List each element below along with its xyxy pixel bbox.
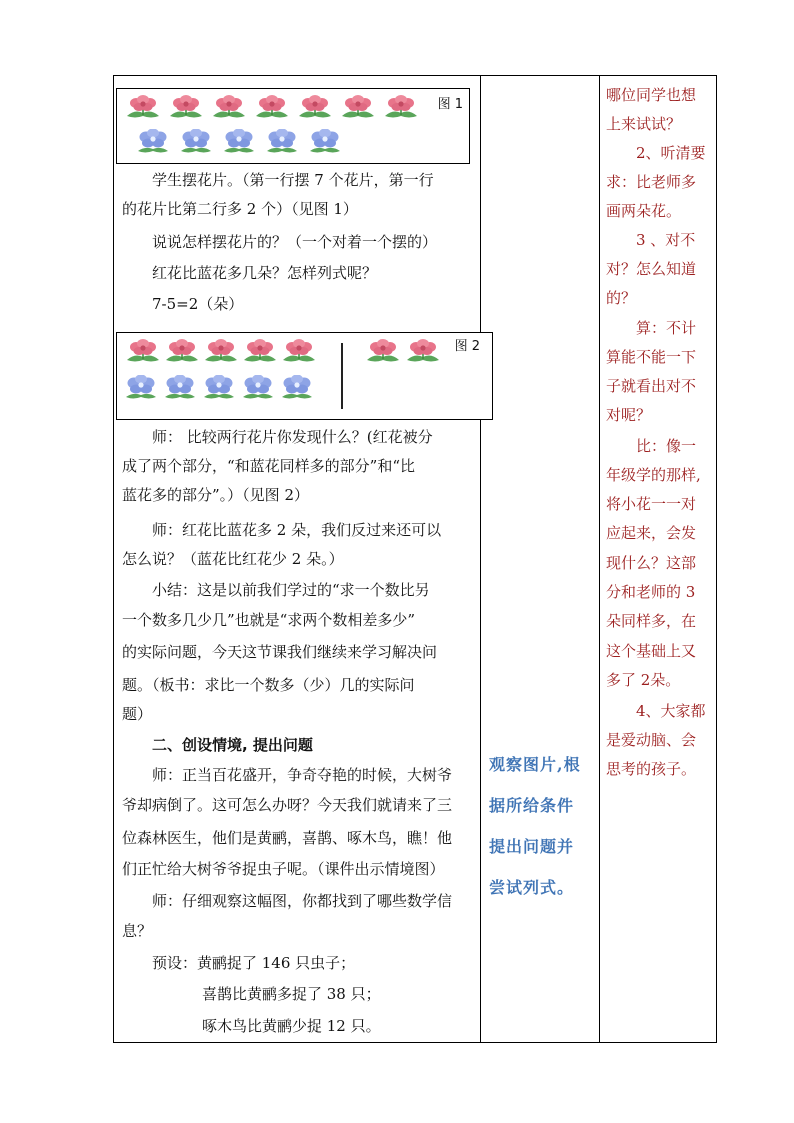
note-line: 求：比老师多 — [606, 173, 697, 191]
lesson-table — [113, 75, 717, 1043]
red-flower-icon — [403, 339, 443, 365]
activity-line: 观察图片,根 — [489, 755, 581, 774]
figure-1-label: 图 1 — [437, 97, 463, 112]
note-line: 3 、对不 — [636, 231, 696, 249]
blue-flower-icon — [121, 375, 161, 401]
text-line: 题。（板书：求比一个数多（少）几的实际问 — [122, 676, 415, 694]
note-line: 年级学的那样, — [606, 466, 701, 484]
blue-flower-icon — [305, 129, 345, 155]
note-line: 对呢？ — [606, 406, 652, 424]
text-line: 师：红花比蓝花多 2 朵，我们反过来还可以 — [152, 521, 442, 539]
blue-flower-icon — [262, 129, 302, 155]
text-line: 说说怎样摆花片的？（一个对着一个摆的） — [152, 233, 438, 251]
red-flower-icon — [201, 339, 241, 365]
note-line: 应起来，会发 — [606, 524, 697, 542]
activity-line: 提出问题并 — [489, 837, 575, 856]
note-line: 比：像一 — [636, 437, 697, 455]
note-line: 算：不计 — [636, 319, 697, 337]
note-line: 分和老师的 3 — [606, 583, 696, 601]
blue-flower-icon — [277, 375, 317, 401]
note-line: 算能不能一下 — [606, 348, 697, 366]
text-line: 红花比蓝花多几朵？怎样列式呢？ — [152, 264, 378, 282]
blue-flower-icon — [133, 129, 173, 155]
note-line: 的？ — [606, 289, 637, 307]
note-line: 子就看出对不 — [606, 377, 697, 395]
red-flower-icon — [295, 95, 335, 121]
activity-line: 尝试列式。 — [489, 878, 575, 897]
text-line: 师：仔细观察这幅图，你都找到了哪些数学信 — [152, 892, 453, 910]
equation: 7-5=2（朵） — [152, 295, 244, 313]
note-line: 多了 2朵。 — [606, 671, 681, 689]
text-line: 师：正当百花盛开，争奇夺艳的时候，大树爷 — [152, 766, 453, 784]
text-line: 师： 比较两行花片你发现什么？(红花被分 — [152, 428, 433, 446]
text-line: 位森林医生，他们是黄鹂，喜鹊、啄木鸟，瞧！他 — [122, 829, 453, 847]
text-line: 一个数多几少几”也就是“求两个数相差多少” — [122, 611, 416, 629]
text-line: 喜鹊比黄鹂多捉了 38 只； — [202, 985, 381, 1003]
red-flower-icon — [338, 95, 378, 121]
figure-2 — [116, 332, 493, 420]
note-line: 是爱动脑、会 — [606, 731, 697, 749]
text-line: 学生摆花片。（第一行摆 7 个花片，第一行 — [152, 171, 434, 189]
note-line: 朵同样多，在 — [606, 612, 697, 630]
figure-2-divider — [341, 343, 343, 409]
note-line: 4、大家都 — [636, 702, 706, 720]
text-line: 的花片比第二行多 2 个）（见图 1） — [122, 200, 358, 218]
note-line: 这个基础上又 — [606, 642, 697, 660]
note-line: 画两朵花。 — [606, 202, 682, 220]
red-flower-icon — [381, 95, 421, 121]
blue-flower-icon — [199, 375, 239, 401]
red-flower-icon — [240, 339, 280, 365]
text-line: 成了两个部分，“和蓝花同样多的部分”和“比 — [122, 457, 416, 475]
red-flower-icon — [123, 339, 163, 365]
text-line: 息？ — [122, 922, 153, 940]
red-flower-icon — [166, 95, 206, 121]
note-line: 哪位同学也想 — [606, 86, 697, 104]
text-line: 蓝花多的部分”。）（见图 2） — [122, 486, 309, 504]
red-flower-icon — [162, 339, 202, 365]
blue-flower-icon — [219, 129, 259, 155]
figure-1 — [116, 88, 470, 164]
text-line: 们正忙给大树爷爷捉虫子呢。（课件出示情境图） — [122, 860, 445, 878]
note-line: 2、听清要 — [636, 144, 706, 162]
text-line: 小结：这是以前我们学过的“求一个数比另 — [152, 581, 430, 599]
red-flower-icon — [279, 339, 319, 365]
red-flower-icon — [123, 95, 163, 121]
text-line: 预设：黄鹂捉了 146 只虫子； — [152, 954, 356, 972]
text-line: 爷却病倒了。这可怎么办呀？今天我们就请来了三 — [122, 796, 453, 814]
figure-2-label: 图 2 — [454, 339, 480, 354]
blue-flower-icon — [160, 375, 200, 401]
blue-flower-icon — [238, 375, 278, 401]
student-activity-column — [481, 76, 599, 1042]
text-line: 啄木鸟比黄鹂少捉 12 只。 — [202, 1017, 381, 1035]
note-line: 将小花一一对 — [606, 495, 697, 513]
red-flower-icon — [252, 95, 292, 121]
note-line: 现什么？这部 — [606, 554, 697, 572]
note-line: 上来试试？ — [606, 115, 682, 133]
red-flower-icon — [363, 339, 403, 365]
design-notes-column — [600, 76, 717, 1042]
text-line: 怎么说？（蓝花比红花少 2 朵。） — [122, 550, 344, 568]
blue-flower-icon — [176, 129, 216, 155]
activity-line: 据所给条件 — [489, 796, 575, 815]
text-line: 的实际问题，今天这节课我们继续来学习解决问 — [122, 643, 438, 661]
note-line: 对？怎么知道 — [606, 260, 697, 278]
text-line: 题） — [122, 705, 153, 723]
note-line: 思考的孩子。 — [606, 760, 697, 778]
teaching-process-column — [114, 76, 480, 1042]
red-flower-icon — [209, 95, 249, 121]
section-heading: 二、创设情境, 提出问题 — [152, 736, 313, 754]
